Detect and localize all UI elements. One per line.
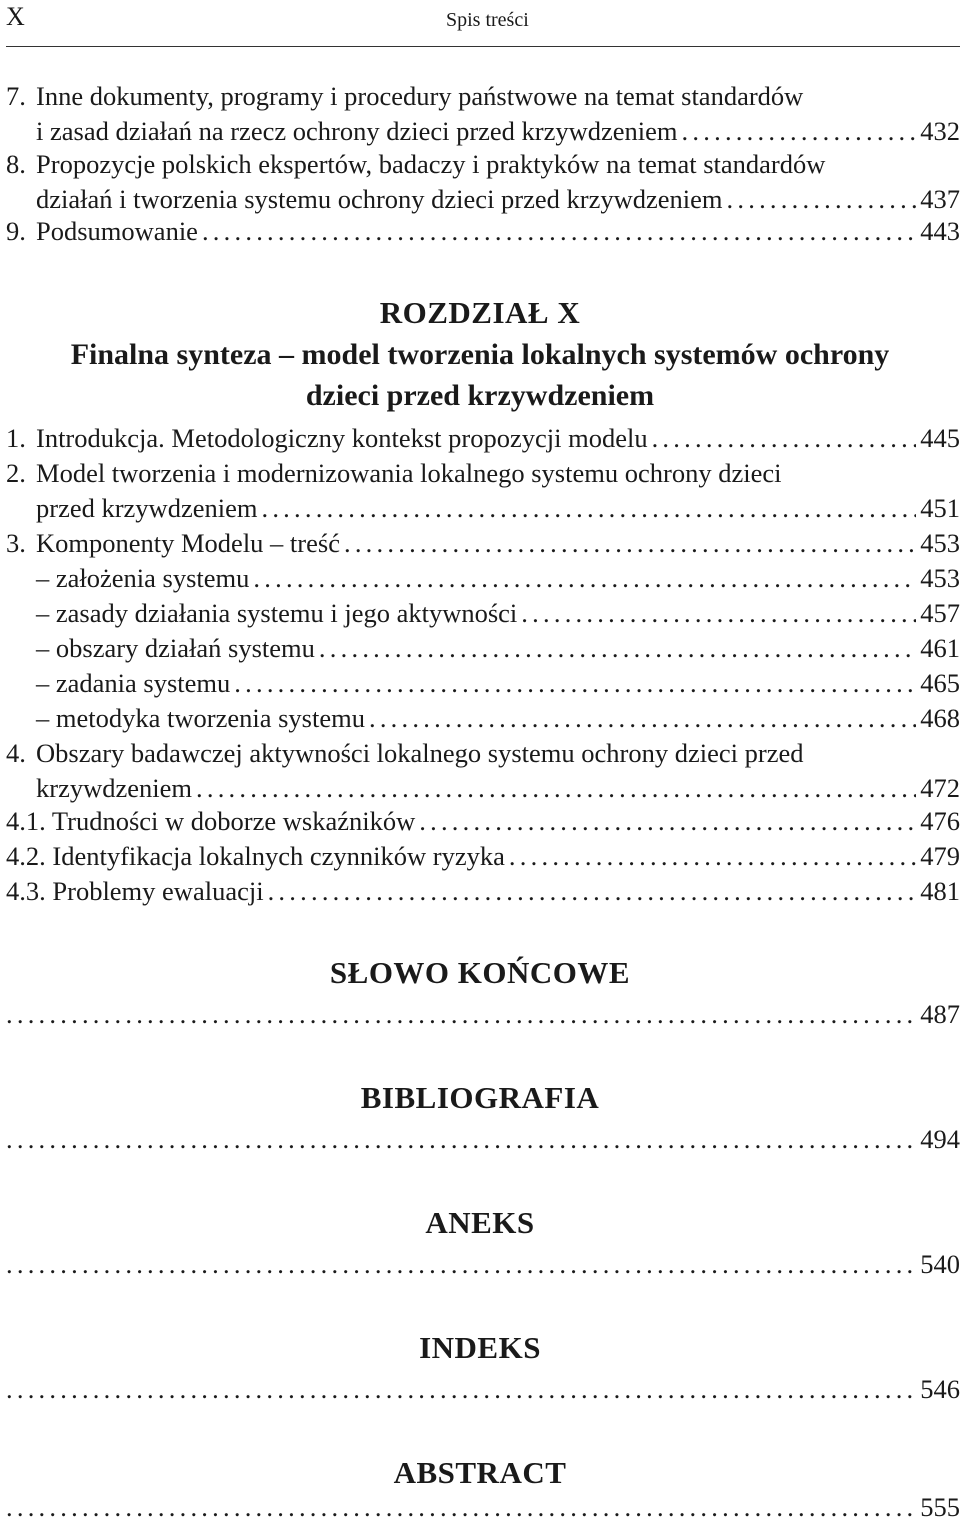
entry-number: 3. xyxy=(6,528,26,558)
entry-title: – metodyka tworzenia systemu xyxy=(36,703,365,733)
dot-leader xyxy=(6,997,916,1032)
toc-subentry[interactable] xyxy=(6,874,960,909)
entry-title: 4.3. Problemy ewaluacji xyxy=(6,876,264,906)
toc-subentry[interactable] xyxy=(6,666,960,701)
entry-title: 4.2. Identyfikacja lokalnych czynników ryzyka xyxy=(6,841,505,871)
dot-leader xyxy=(234,666,916,701)
entry-number: 9. xyxy=(6,216,26,246)
toc-subentry[interactable] xyxy=(6,701,960,736)
entry-title: – zasady działania systemu i jego aktywności xyxy=(36,598,518,628)
entry-page-number: 540 xyxy=(920,1249,960,1279)
dot-leader xyxy=(419,804,916,839)
entry-number: 8. xyxy=(6,149,26,179)
dot-leader xyxy=(202,214,916,249)
dot-leader xyxy=(253,561,916,596)
toc-entry[interactable] xyxy=(6,1490,960,1525)
entry-page-number: 453 xyxy=(920,528,960,558)
toc-entry[interactable] xyxy=(6,1247,960,1282)
entry-page-number: 472 xyxy=(920,773,960,803)
running-header xyxy=(6,0,960,47)
toc-subentry[interactable] xyxy=(6,839,960,874)
chapter-title-line-2: dzieci przed krzywdzeniem xyxy=(305,379,655,412)
entry-page-number: 437 xyxy=(920,184,960,214)
dot-leader xyxy=(6,1490,916,1525)
toc-entry[interactable] xyxy=(6,214,960,249)
toc-entry[interactable] xyxy=(6,997,960,1032)
entry-title: – założenia systemu xyxy=(36,563,250,593)
entry-number: 7. xyxy=(6,81,26,111)
dot-leader xyxy=(6,1247,916,1282)
section-heading-bibliography: BIBLIOGRAFIA xyxy=(360,1080,600,1115)
entry-page-number: 487 xyxy=(920,999,960,1029)
entry-title: 4.1. Trudności w doborze wskaźników xyxy=(6,806,416,836)
entry-page-number: 443 xyxy=(920,216,960,246)
entry-page-number: 445 xyxy=(920,423,960,453)
dot-leader xyxy=(369,701,916,736)
entry-title-continued: i zasad działań na rzecz ochrony dzieci przed krzywdzeniem xyxy=(36,116,678,146)
toc-entry[interactable] xyxy=(6,147,960,217)
chapter-title-line-1: Finalna synteza – model tworzenia lokalnych systemów ochrony xyxy=(70,338,890,371)
entry-page-number: 479 xyxy=(920,841,960,871)
entry-page-number: 465 xyxy=(920,668,960,698)
entry-title-continued: krzywdzeniem xyxy=(36,773,192,803)
section-heading-annex: ANEKS xyxy=(425,1205,535,1240)
section-heading-abstract: ABSTRACT xyxy=(393,1455,567,1490)
dot-leader xyxy=(268,874,917,909)
dot-leader xyxy=(261,491,916,526)
entry-page-number: 481 xyxy=(920,876,960,906)
entry-title: – obszary działań systemu xyxy=(36,633,315,663)
entry-page-number: 451 xyxy=(920,493,960,523)
section-heading-closing-word: SŁOWO KOŃCOWE xyxy=(329,955,631,990)
toc-subentry[interactable] xyxy=(6,561,960,596)
toc-entry[interactable] xyxy=(6,526,960,561)
entry-title: Podsumowanie xyxy=(36,216,198,246)
entry-title: Obszary badawczej aktywności lokalnego systemu ochrony dzieci przed xyxy=(36,738,804,768)
entry-title-continued: przed krzywdzeniem xyxy=(36,493,258,523)
toc-entry[interactable] xyxy=(6,456,960,526)
dot-leader xyxy=(509,839,916,874)
entry-page-number: 546 xyxy=(920,1374,960,1404)
chapter-heading xyxy=(0,292,960,416)
entry-page-number: 461 xyxy=(920,633,960,663)
dot-leader xyxy=(6,1372,916,1407)
entry-page-number: 476 xyxy=(920,806,960,836)
toc-entry[interactable] xyxy=(6,736,960,806)
toc-subentry[interactable] xyxy=(6,804,960,839)
entry-number: 4. xyxy=(6,738,26,768)
dot-leader xyxy=(344,526,916,561)
dot-leader xyxy=(521,596,916,631)
toc-subentry[interactable] xyxy=(6,631,960,666)
chapter-label: ROZDZIAŁ X xyxy=(379,295,581,330)
entry-title: Model tworzenia i modernizowania lokalnego systemu ochrony dzieci xyxy=(36,458,782,488)
dot-leader xyxy=(727,182,917,217)
dot-leader xyxy=(196,771,916,806)
dot-leader xyxy=(652,421,917,456)
entry-page-number: 432 xyxy=(920,116,960,146)
toc-subentry[interactable] xyxy=(6,596,960,631)
entry-page-number: 453 xyxy=(920,563,960,593)
entry-page-number: 494 xyxy=(920,1124,960,1154)
header-chapter-number: X xyxy=(6,2,25,31)
dot-leader xyxy=(6,1122,916,1157)
toc-entry[interactable] xyxy=(6,1372,960,1407)
entry-number: 1. xyxy=(6,423,26,453)
toc-entry[interactable] xyxy=(6,421,960,456)
section-heading-index: INDEKS xyxy=(419,1330,541,1365)
entry-title-continued: działań i tworzenia systemu ochrony dzieci przed krzywdzeniem xyxy=(36,184,723,214)
dot-leader xyxy=(682,114,917,149)
toc-entry[interactable] xyxy=(6,79,960,149)
entry-page-number: 457 xyxy=(920,598,960,628)
entry-title: Inne dokumenty, programy i procedury państwowe na temat standardów xyxy=(36,81,804,111)
header-title: Spis treści xyxy=(446,9,529,31)
dot-leader xyxy=(319,631,916,666)
entry-title: Introdukcja. Metodologiczny kontekst propozycji modelu xyxy=(36,423,648,453)
toc-entry[interactable] xyxy=(6,1122,960,1157)
entry-page-number: 555 xyxy=(920,1492,960,1522)
entry-title: – zadania systemu xyxy=(36,668,231,698)
entry-number: 2. xyxy=(6,458,26,488)
entry-page-number: 468 xyxy=(920,703,960,733)
entry-title: Komponenty Modelu – treść xyxy=(36,528,340,558)
entry-title: Propozycje polskich ekspertów, badaczy i praktyków na temat standardów xyxy=(36,149,826,179)
